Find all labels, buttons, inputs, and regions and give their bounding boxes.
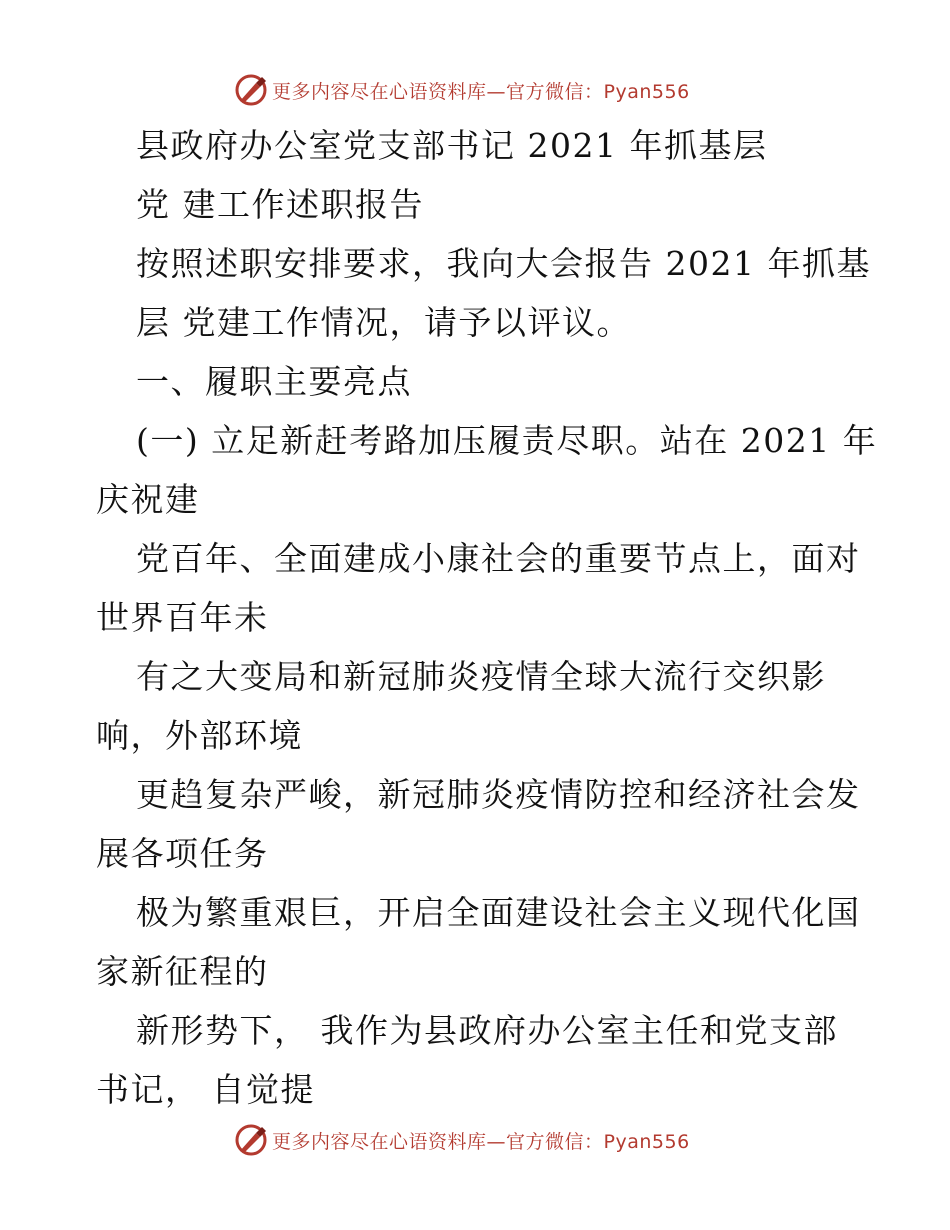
paragraph-line: 极为繁重艰巨，开启全面建设社会主义现代化国 bbox=[136, 893, 861, 932]
pen-logo-icon bbox=[234, 1123, 268, 1157]
paragraph-line: 有之大变局和新冠肺炎疫情全球大流行交织影 bbox=[136, 657, 826, 696]
paragraph-line: 更趋复杂严峻，新冠肺炎疫情防控和经济社会发 bbox=[136, 775, 861, 814]
doc-title-line-2: 党 建工作述职报告 bbox=[136, 185, 424, 224]
paragraph-line: 新形势下， 我作为县政府办公室主任和党支部 bbox=[136, 1011, 838, 1050]
paragraph-line: 展各项任务 bbox=[96, 834, 269, 873]
watermark-header bbox=[234, 73, 754, 107]
paragraph-line: 世界百年未 bbox=[96, 598, 269, 637]
paragraph-line: 按照述职安排要求，我向大会报告 2021 年抓基 bbox=[136, 244, 871, 283]
paragraph-line: 庆祝建 bbox=[96, 480, 200, 519]
paragraph-line: 书记， 自觉提 bbox=[96, 1070, 315, 1109]
paragraph-line: 家新征程的 bbox=[96, 952, 269, 991]
watermark-text: 更多内容尽在心语资料库—官方微信：Pyan556 bbox=[272, 1130, 690, 1153]
paragraph-line: 党百年、全面建成小康社会的重要节点上，面对 bbox=[136, 539, 861, 578]
document-body bbox=[96, 116, 878, 1119]
watermark-footer bbox=[234, 1123, 754, 1157]
section-heading: 一、履职主要亮点 bbox=[136, 362, 412, 401]
paragraph-line: 响，外部环境 bbox=[96, 716, 303, 755]
pen-logo-icon bbox=[234, 73, 268, 107]
watermark-text: 更多内容尽在心语资料库—官方微信：Pyan556 bbox=[272, 80, 690, 103]
doc-title-line-1: 县政府办公室党支部书记 2021 年抓基层 bbox=[136, 126, 768, 165]
paragraph-line: 层 党建工作情况，请予以评议。 bbox=[136, 303, 631, 342]
subsection-heading: (一) 立足新赶考路加压履责尽职。站在 2021 年 bbox=[136, 421, 878, 460]
